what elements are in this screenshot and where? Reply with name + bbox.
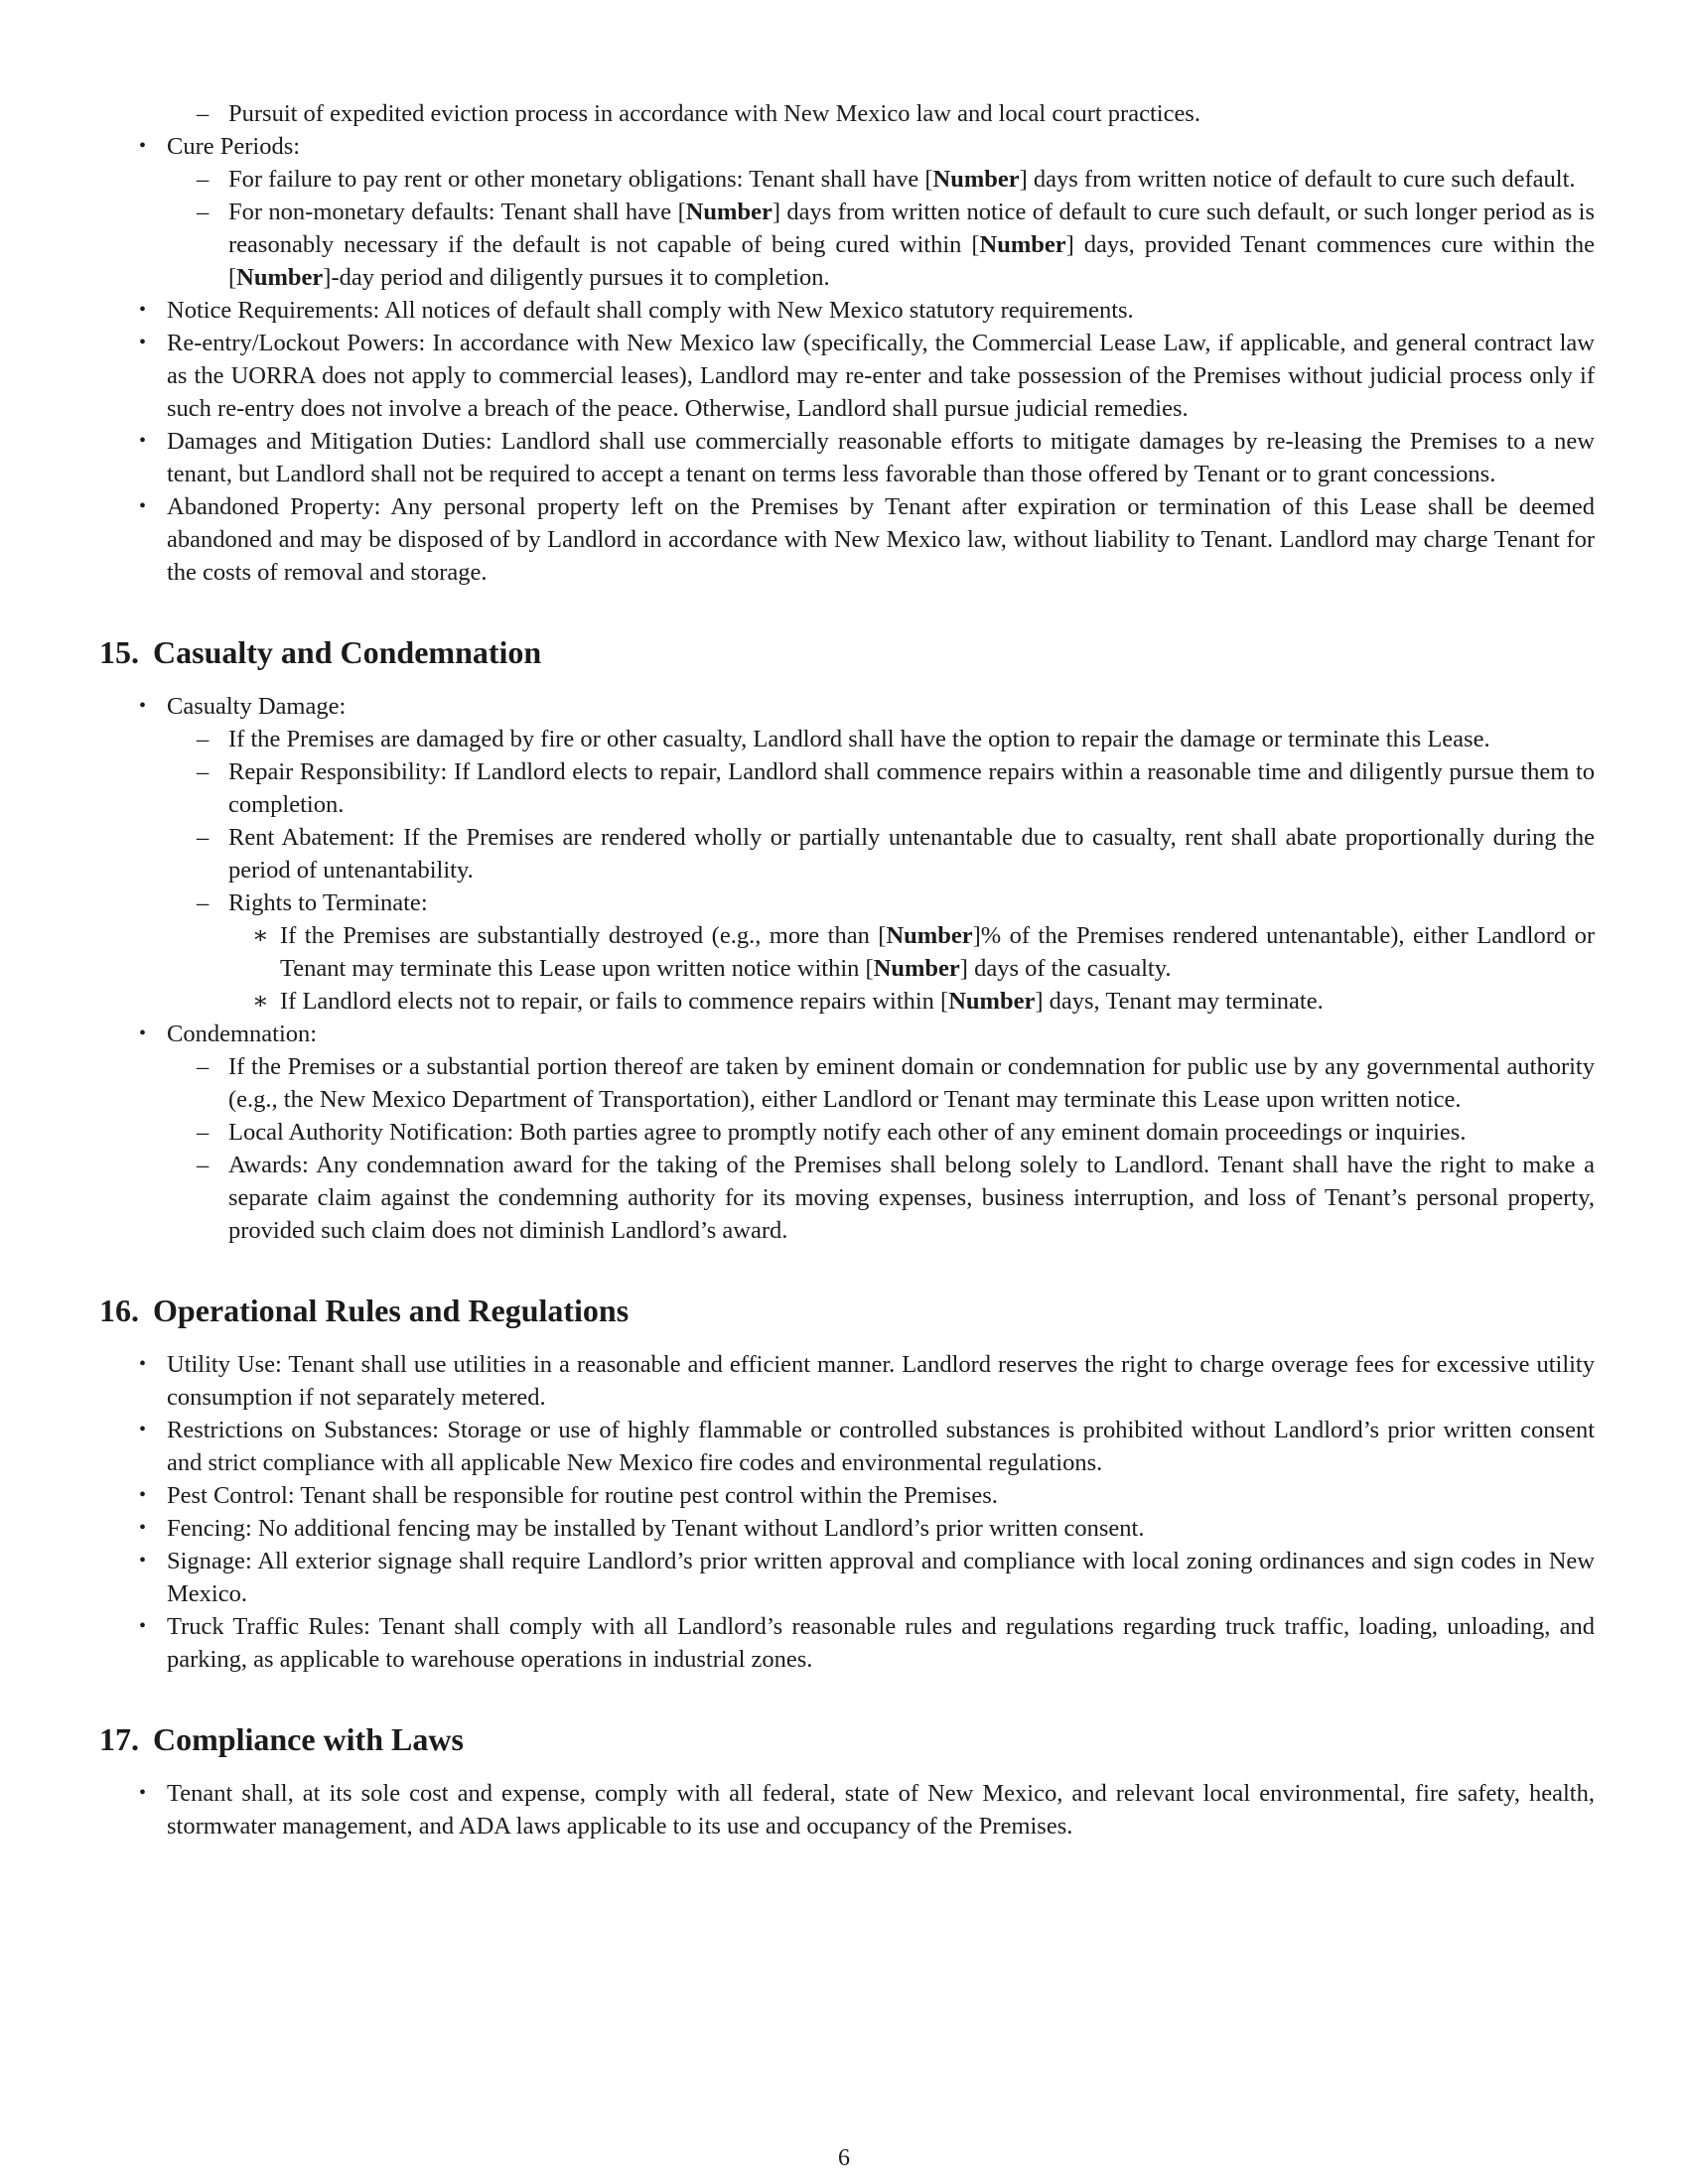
- list-item: [167, 821, 1595, 887]
- label-colon: :: [418, 330, 433, 356]
- placeholder-field: Number: [873, 955, 960, 982]
- label-colon: :: [373, 493, 391, 520]
- item-text: Tenant shall be responsible for routine pest control within the Premises.: [300, 1482, 998, 1509]
- list-item: [99, 690, 1595, 1018]
- label-colon: :: [420, 889, 428, 916]
- item-label: Condemnation: [167, 1021, 311, 1047]
- placeholder-field: Number: [685, 199, 773, 225]
- item-label: Damages and Mitigation Duties: [167, 428, 486, 455]
- label-colon: :: [293, 133, 301, 160]
- item-text: Any condemnation award for the taking of the Premises shall belong solely to Landlord. Tenant shall have the right to make a separate claim against the condemning authority for its moving expenses, business interruption, and loss of Tenant’s personal property, provided such claim does not diminish Landlord’s award.: [228, 1152, 1595, 1244]
- label-colon: :: [485, 428, 501, 455]
- list-item: [167, 755, 1595, 821]
- list-item: [228, 985, 1595, 1018]
- list-item: [99, 97, 1595, 130]
- item-label: Rights to Terminate: [228, 889, 421, 916]
- list-level-2: [167, 1050, 1595, 1247]
- list-level-1: [99, 1348, 1595, 1676]
- page-content: [99, 97, 1595, 1843]
- item-label: Notice Requirements: [167, 297, 373, 324]
- page-number: 6: [838, 2145, 850, 2171]
- placeholder-field: Number: [932, 166, 1020, 193]
- label-colon: :: [506, 1119, 520, 1146]
- item-text: Landlord shall use commercially reasonable efforts to mitigate damages by re-leasing the Premises to a new tenant, but Landlord shall not be required to accept a tenant on terms less favorable than those offered by Tenant or to grant concessions.: [167, 428, 1595, 487]
- label-colon: :: [275, 1351, 289, 1378]
- item-text: In accordance with New Mexico law (specifically, the Commercial Lease Law, if applicable, and general contract law as the UORRA does not apply to commercial leases), Landlord may re-enter and take possession of the Premises without judicial process only if such re-entry does not involve a breach of the peace. Otherwise, Landlord shall pursue judicial remedies.: [167, 330, 1595, 422]
- list-item: [167, 1050, 1595, 1116]
- list-level-2: [167, 163, 1595, 294]
- item-text: Tenant shall comply with all Landlord’s reasonable rules and regulations regarding truck traffic, loading, unloading, and parking, as applicable to warehouse operations in industrial zones.: [167, 1613, 1595, 1673]
- placeholder-field: Number: [886, 922, 973, 949]
- item-label: Signage: [167, 1548, 245, 1574]
- item-label: Pest Control: [167, 1482, 288, 1509]
- section-number: 15.: [99, 634, 139, 670]
- item-label: Abandoned Property: [167, 493, 374, 520]
- placeholder-field: Number: [948, 988, 1036, 1015]
- list-item: [228, 919, 1595, 985]
- item-text: If Landlord elects to repair, Landlord shall commence repairs within a reasonable time and diligently pursue them to completion.: [228, 758, 1595, 818]
- item-text: No additional fencing may be installed by Tenant without Landlord’s prior written consent.: [257, 1515, 1145, 1542]
- list-item: [99, 130, 1595, 294]
- label-colon: :: [244, 1548, 258, 1574]
- placeholder-field: Number: [979, 231, 1066, 258]
- label-colon: :: [287, 1482, 301, 1509]
- item-text: If the Premises are damaged by fire or other casualty, Landlord shall have the option to repair the damage or terminate this Lease.: [228, 726, 1490, 752]
- section-number: 17.: [99, 1721, 139, 1757]
- item-text: Tenant shall use utilities in a reasonable and efficient manner. Landlord reserves the right to charge overage fees for excessive utility consumption if not separately metered.: [167, 1351, 1595, 1411]
- list-item: [99, 1018, 1595, 1247]
- list-level-3: [228, 919, 1595, 1018]
- list-level-2: [167, 97, 1595, 130]
- list-item: [167, 1149, 1595, 1247]
- list-item: [99, 1348, 1595, 1414]
- list-item: [167, 97, 1595, 130]
- section-heading: [99, 1719, 1595, 1759]
- list-item: [167, 887, 1595, 1018]
- label-colon: :: [440, 758, 454, 785]
- list-level-1: [99, 690, 1595, 1247]
- list-item: [99, 1545, 1595, 1610]
- item-text: If the Premises are substantially destroyed (e.g., more than [Number]% of the Premises rendered untenantable), either Landlord or Tenant may terminate this Lease upon written notice within [Number] days of the casualty.: [280, 922, 1595, 982]
- list-level-1: [99, 1777, 1595, 1843]
- item-text: Any personal property left on the Premises by Tenant after expiration or termination of this Lease shall be deemed abandoned and may be disposed of by Landlord in accordance with New Mexico law, without liability to Tenant. Landlord may charge Tenant for the costs of removal and storage.: [167, 493, 1595, 586]
- item-label: Local Authority Notification: [228, 1119, 507, 1146]
- label-colon: :: [310, 1021, 318, 1047]
- item-label: Utility Use: [167, 1351, 276, 1378]
- list-item: [99, 327, 1595, 425]
- section-heading: [99, 1291, 1595, 1330]
- item-label: Fencing: [167, 1515, 245, 1542]
- list-item: [99, 1777, 1595, 1843]
- list-level-1: [99, 97, 1595, 589]
- section-number: 16.: [99, 1293, 139, 1328]
- list-level-2: [167, 723, 1595, 1018]
- item-text: If Landlord elects not to repair, or fails to commence repairs within [Number] days, Tenant may terminate.: [280, 988, 1324, 1015]
- label-colon: :: [363, 1613, 379, 1640]
- item-text: For non-monetary defaults: Tenant shall have [Number] days from written notice of default to cure such default, or such longer period as is reasonably necessary if the default is not capable of being cured within [Number] days, provided Tenant commences cure within the [Number]-day period and diligently pursues it to completion.: [228, 199, 1596, 291]
- label-colon: :: [339, 693, 347, 720]
- item-label: Rent Abatement: [228, 824, 388, 851]
- item-label: Casualty Damage: [167, 693, 340, 720]
- list-item: [99, 425, 1595, 490]
- item-text: Storage or use of highly flammable or controlled substances is prohibited without Landlord’s prior written consent and strict compliance with all applicable New Mexico fire codes and environmental regulations.: [167, 1417, 1596, 1476]
- list-item: [167, 196, 1595, 294]
- item-text: If the Premises or a substantial portion thereof are taken by eminent domain or condemnation for public use by any governmental authority (e.g., the New Mexico Department of Transportation), either Landlord or Tenant may terminate this Lease upon written notice.: [228, 1053, 1595, 1113]
- item-text: If the Premises are rendered wholly or partially untenantable due to casualty, rent shall abate proportionally during the period of untenantability.: [228, 824, 1595, 884]
- label-colon: :: [432, 1417, 448, 1443]
- list-item: [99, 490, 1595, 589]
- list-item: [167, 723, 1595, 755]
- section-title: Casualty and Condemnation: [153, 634, 542, 670]
- section-heading: [99, 632, 1595, 672]
- list-item: [167, 163, 1595, 196]
- item-label: Repair Responsibility: [228, 758, 441, 785]
- item-label: Awards: [228, 1152, 302, 1178]
- label-colon: :: [387, 824, 404, 851]
- item-label: Truck Traffic Rules: [167, 1613, 364, 1640]
- placeholder-field: Number: [236, 264, 324, 291]
- list-item: [167, 1116, 1595, 1149]
- item-label: Cure Periods: [167, 133, 294, 160]
- item-label: Restrictions on Substances: [167, 1417, 433, 1443]
- label-colon: :: [301, 1152, 317, 1178]
- item-label: Re-entry/Lockout Powers: [167, 330, 419, 356]
- section-title: Compliance with Laws: [153, 1721, 464, 1757]
- section-title: Operational Rules and Regulations: [153, 1293, 630, 1328]
- list-item: [99, 1512, 1595, 1545]
- item-text: All exterior signage shall require Landlord’s prior written approval and compliance with local zoning ordinances and sign codes in New Mexico.: [167, 1548, 1595, 1607]
- label-colon: :: [372, 297, 385, 324]
- list-item: [99, 294, 1595, 327]
- item-text: All notices of default shall comply with New Mexico statutory requirements.: [384, 297, 1134, 324]
- list-item: [99, 1479, 1595, 1512]
- list-item: [99, 1414, 1595, 1479]
- item-text: Both parties agree to promptly notify each other of any eminent domain proceedings or inquiries.: [519, 1119, 1467, 1146]
- list-item: [99, 1610, 1595, 1676]
- label-colon: :: [244, 1515, 258, 1542]
- item-text: Pursuit of expedited eviction process in accordance with New Mexico law and local court practices.: [228, 100, 1200, 127]
- item-text: For failure to pay rent or other monetary obligations: Tenant shall have [Number] days from written notice of default to cure such default.: [228, 166, 1576, 193]
- item-text: Tenant shall, at its sole cost and expense, comply with all federal, state of New Mexico, and relevant local environmental, fire safety, health, stormwater management, and ADA laws applicable to its use and occupancy of the Premises.: [167, 1780, 1595, 1840]
